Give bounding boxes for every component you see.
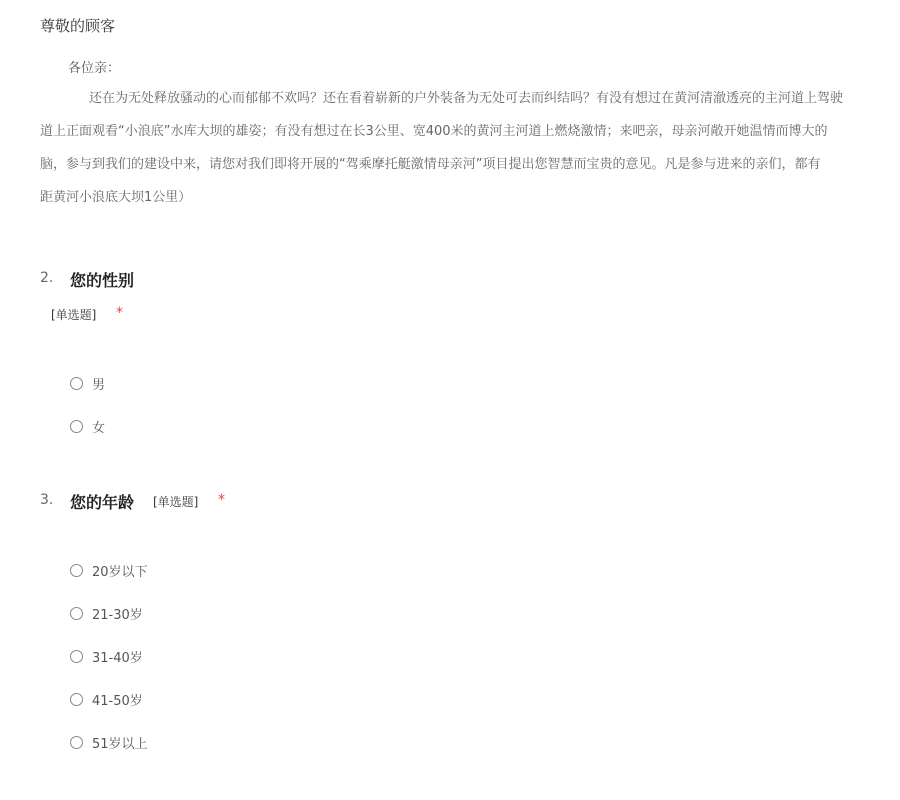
option-label: 21-30岁: [92, 607, 143, 623]
radio-icon[interactable]: [70, 650, 83, 663]
option-age-41-50[interactable]: [70, 690, 143, 708]
question-type-badge: [单选题]: [51, 308, 97, 322]
option-age-21-30[interactable]: [70, 604, 143, 622]
option-female[interactable]: [70, 417, 105, 435]
option-label: 20岁以下: [92, 564, 148, 580]
option-label: 51岁以上: [92, 736, 148, 752]
intro-greeting: 各位亲：: [68, 61, 121, 76]
required-marker: *: [116, 305, 123, 321]
question-number: 3.: [40, 492, 54, 508]
question-title: 您的年龄: [70, 493, 135, 512]
option-age-under-20[interactable]: [70, 561, 148, 579]
option-label: 女: [92, 420, 106, 436]
option-label: 男: [92, 377, 106, 393]
intro-line-3: 脑，参与到我们的建设中来，请您对我们即将开展的“驾乘摩托艇激情母亲河”项目提出您智慧而宝贵的意见。凡是参与进来的亲们，都有: [40, 157, 821, 172]
intro-title: 尊敬的顾客: [40, 17, 116, 35]
option-label: 41-50岁: [92, 693, 143, 709]
radio-icon[interactable]: [70, 693, 83, 706]
radio-icon[interactable]: [70, 736, 83, 749]
question-number: 2.: [40, 270, 54, 286]
option-age-31-40[interactable]: [70, 647, 143, 665]
intro-line-4: 距黄河小浪底大坝1公里）: [40, 190, 192, 205]
radio-icon[interactable]: [70, 377, 83, 390]
intro-line-2: 道上正面观看“小浪底”水库大坝的雄姿；有没有想过在长3公里、宽400米的黄河主河道上燃烧激情；来吧亲，母亲河敞开她温情而博大的: [40, 124, 828, 139]
radio-icon[interactable]: [70, 607, 83, 620]
radio-icon[interactable]: [70, 564, 83, 577]
question-title: 您的性别: [70, 271, 135, 290]
option-age-over-51[interactable]: [70, 733, 148, 751]
radio-icon[interactable]: [70, 420, 83, 433]
intro-line-1: 还在为无处释放骚动的心而郁郁不欢吗？还在看着崭新的户外装备为无处可去而纠结吗？有没有想过在黄河清澈透亮的主河道上驾驶: [89, 91, 844, 106]
required-marker: *: [218, 492, 225, 508]
option-label: 31-40岁: [92, 650, 143, 666]
question-type-badge: [单选题]: [153, 495, 199, 509]
option-male[interactable]: [70, 374, 105, 392]
